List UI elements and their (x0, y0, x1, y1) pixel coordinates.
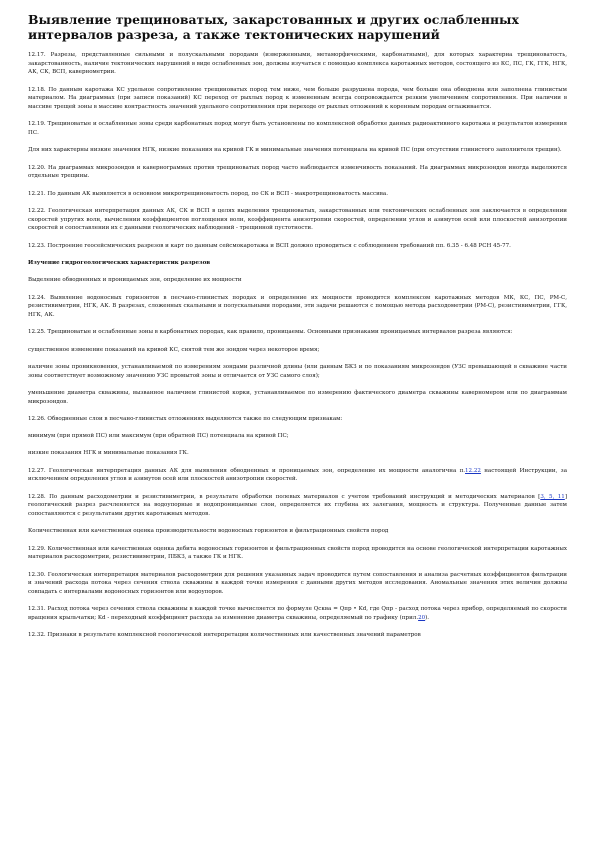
reference-link[interactable]: 20 (418, 615, 426, 622)
paragraph-text: Количественная или качественная оценка производительности водоносных горизонтов и фильтрационных свойств пород (28, 528, 389, 535)
reference-link[interactable]: 12.22 (465, 467, 481, 474)
paragraph (28, 328, 567, 337)
paragraph (28, 164, 567, 181)
paragraph-text: 12.32. Признаки в результате комплексной геологической интерпретации количественных или качественных значений параметров (28, 632, 421, 639)
paragraph (28, 467, 567, 484)
section-heading (28, 259, 567, 268)
paragraph (28, 527, 567, 536)
document-title: Выявление трещиноватых, закарстованных и других ослабленных интервалов разреза, а также тектонических нарушений (28, 12, 519, 42)
paragraph-text: 12.20. На диаграммах микрозондов и кавернограммах против трещиноватых пород часто наблюдается изменчивость показаний. На диаграммах микрозондов иногда выделяются отдельные трещины. (28, 164, 567, 180)
paragraph (28, 415, 567, 424)
document-page (28, 12, 567, 649)
paragraph-text: 12.30. Геологическая интерпретация материалов расходометрии для решения указанных задач проводится путем сопоставления и анализа расчетных коэффициентов фильтрации и значений расхода потока через сечения ствола скважины в каждой точке измерения с данными других методов исследования. Аномальные значения этих величин должны совпадать с интервалами водоносных горизонтов или водоупоров. (28, 571, 567, 596)
paragraph-text: 12.27. Геологическая интерпретация данных АК для выявления обводненных и проницаемых зон, определение их мощности аналогична п. (28, 467, 466, 474)
paragraph-text: минимум (при прямой ПС) или максимум (при обратной ПС) потенциала на кривой ПС; (28, 433, 289, 440)
paragraph (28, 571, 567, 597)
paragraph-text: 12.31. Расход потока через сечения ствола скважины в каждой точке вычисляется по формуле Qсква = Qпр • Kd, где Qпр - расход потока через прибор, определяемый по скорости вращения крыльчатки; Kd - переходный коэффициент расхода за изменение диаметра скважины, определяемый по графику (прил. (28, 606, 567, 622)
paragraph-text: 12.22. Геологическая интерпретация данных АК, СК и ВСП в целях выделения трещиноватых, закарстованных или тектонических ослабленных зон заключается в определении скоростей упругих волн, вычислении коэффициентов поглощения волн, коэффициента анизотропии скоростей, определении углов и азимутов осей или плоскостей анизотропии скоростей и сопоставлении их с данными геологических наблюдений - трещинной пустотности. (28, 208, 567, 232)
paragraph-text: Выделение обводненных и проницаемых зон, определение их мощности (28, 277, 242, 284)
paragraph-text: 12.25. Трещиноватые и ослабленные зоны в карбонатных породах, как правило, проницаемы. Основными признаками проницаемых интервалов разреза являются: (28, 329, 513, 336)
paragraph (28, 276, 567, 285)
paragraph (28, 605, 567, 622)
paragraph (28, 432, 567, 441)
paragraph-text: 12.21. По данным АК выявляется в основном микротрещиноватость пород, по СК и ВСП - макротрещиноватость массива. (28, 190, 388, 197)
paragraph-text-tail: ). (425, 615, 430, 622)
paragraph-text: 12.24. Выявление водоносных горизонтов в песчано-глинистых породах и определение их мощности проводится комплексом каротажных методов МК, КС, ПС, РМ-С, резистивиметрии, НГК, АК. В разрезах, сложенных скальными и полускальными породами, эти задачи решаются с помощью метода расходометрии (РМ-С), резистивиметрии, ГГК, НГК, АК. (28, 294, 567, 318)
paragraph (28, 363, 567, 380)
paragraph-text: существенное изменение показаний на кривой КС, снятой тем же зондом через некоторое время; (28, 346, 320, 353)
paragraph-text: наличие зоны проникновения, устанавливаемой по измерениям зондами различной длины (или данным БКЗ и по показаниям микрозондов (УЗС превышающей в скважине части зоны соответствует возможному значению УЗС промытой зоны и отличается от УЗС самого слоя); (28, 363, 567, 379)
paragraph (28, 120, 567, 137)
paragraph-text: 12.17. Разрезы, представленные сильными и полускальными породами (изверженными, метаморфическими, карбонатными), для которых характерна трещиноватость, закарстованность, наличие тектонических нарушений в виде ослабленных зон, должны изучаться с помощью комплекса каротажных методов, состоящего из КС, ПС, ГК, ГГК, НГК, АК, СК, ВСП, кавернометрии. (28, 52, 567, 76)
document-body (28, 51, 567, 640)
paragraph (28, 346, 567, 355)
paragraph-text: 12.28. По данным расходометрии и резистивиметрии, в результате обработки полевых материалов с учетом требований инструкций и методических материалов [ (28, 493, 541, 500)
paragraph-text: Для них характерны низкие значения НГК, низкие показания на кривой ГК и минимальные значения потенциала на кривой ПС (при отсутствии глинистого заполнителя трещин). (28, 147, 562, 154)
paragraph-text: низкие показания НГК и минимальные показания ГК. (28, 450, 189, 457)
paragraph (28, 294, 567, 320)
paragraph (28, 86, 567, 112)
paragraph-text-tail: ] геологический разрез расчленяется на водоупорные и водопроницаемые слои, определяется их глубина их залегания, мощность и структура. Полученные данные затем сопоставляются с результатами других каротажных методов. (28, 493, 567, 518)
paragraph-text: уменьшение диаметра скважины, вызванное наличием глинистой корки, устанавливаемое по измерению фактического диаметра скважины каверномером или по диаграммам микрозондов. (28, 389, 567, 405)
paragraph-text: Изучение гидрогеологических характеристик разрезов (28, 260, 211, 266)
paragraph-text-tail: настоящей Инструкции, за исключением определения углов и азимутов осей или плоскостей анизотропии скоростей. (28, 467, 567, 483)
paragraph (28, 545, 567, 562)
paragraph (28, 51, 567, 77)
paragraph (28, 242, 567, 251)
paragraph-text: 12.23. Построение геосейсмических разрезов и карт по данным сейсмокаротажа и ВСП должно проводиться с соблюдением требований пп. 6.35 - 6.48 РСН 45-77. (28, 242, 511, 249)
paragraph (28, 389, 567, 406)
paragraph (28, 631, 567, 640)
reference-link[interactable]: 3, 5, 11 (540, 493, 565, 500)
paragraph-text: 12.26. Обводненные слои в песчано-глинистых отложениях выделяются также по следующим признакам: (28, 415, 343, 422)
paragraph (28, 449, 567, 458)
paragraph (28, 146, 567, 155)
paragraph-text: 12.29. Количественная или качественная оценка дебита водоносных горизонтов и фильтрационных свойств пород проводится на основе геологической интерпретации каротажных материалов расходометрии, резистивиметрии, ПБКЗ, а также ГК и НГК. (28, 545, 567, 561)
paragraph-text: 12.19. Трещиноватые и ослабленные зоны среди карбонатных пород могут быть установлены по комплексной обработке данных радиоактивного каротажа и результатов измерения ПС. (28, 121, 567, 137)
paragraph (28, 493, 567, 519)
paragraph (28, 207, 567, 233)
paragraph-text: 12.18. По данным каротажа КС удельное сопротивление трещиноватых пород тем ниже, чем больше разрушена порода, чем больше она обводнена или заполнена глинистым материалом. На диаграммах (при записи показаний) КС переход от рыхлых пород к измененным всегда сопровождается резким увеличением сопротивления. При наличии в массиве трещей зоны в массиве контрастность значений удельного сопротивления при переходе от рыхлых отложений к коренным породам оглаживается. (28, 86, 567, 111)
paragraph (28, 190, 567, 199)
